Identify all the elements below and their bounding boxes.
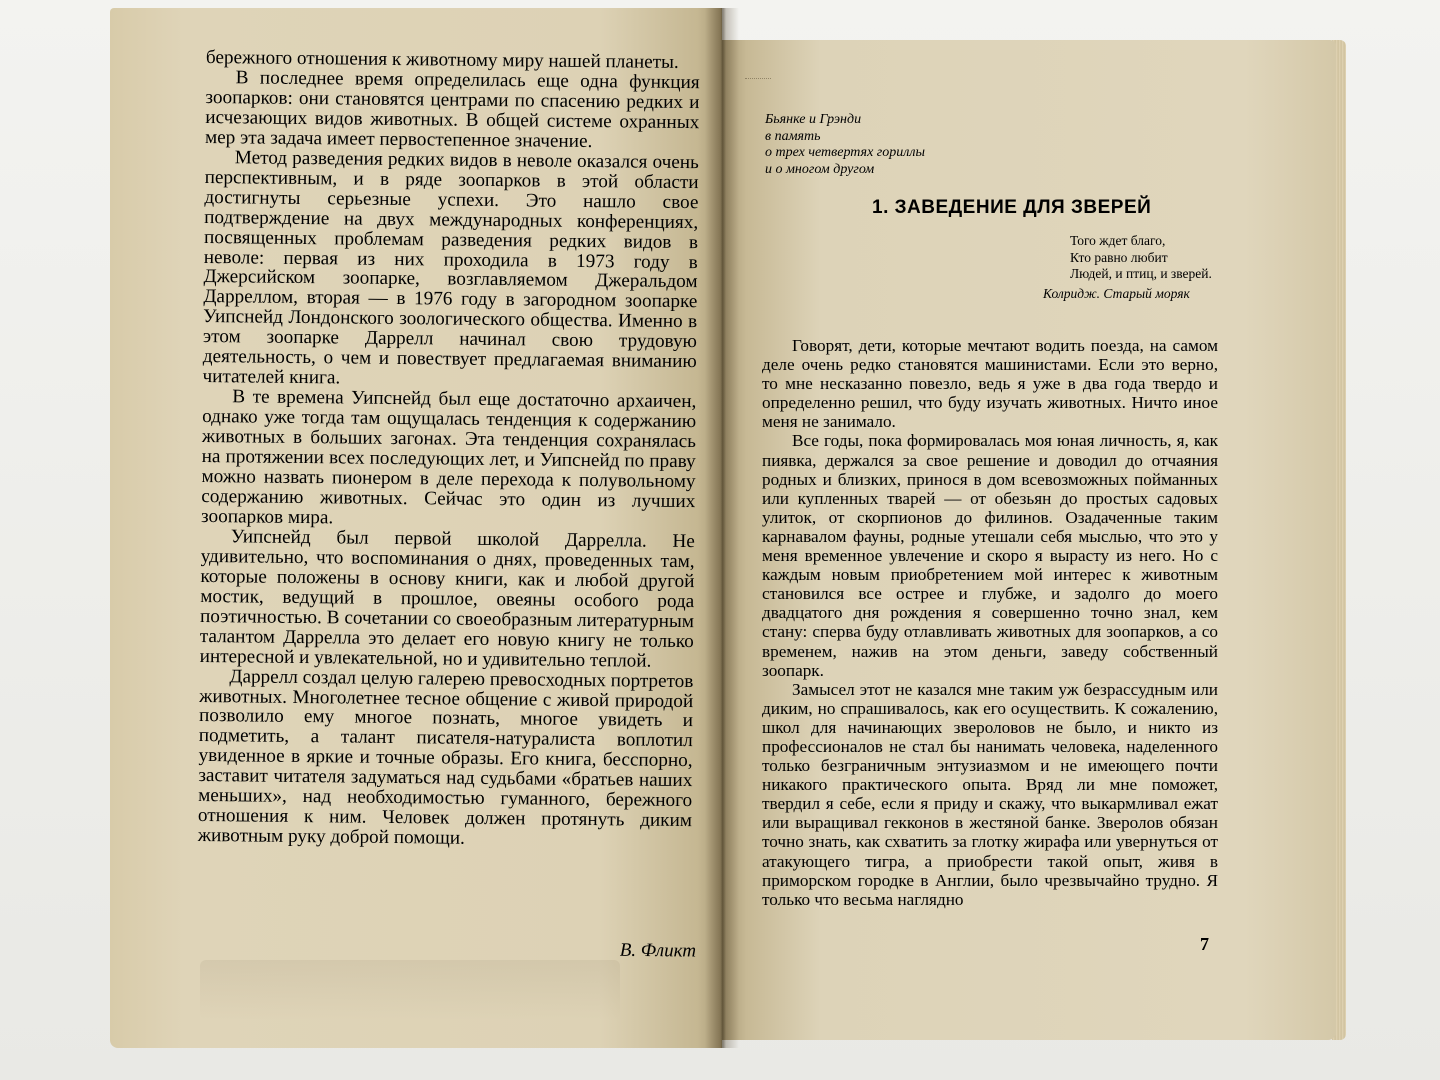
epigraph-line: Кто равно любит: [1070, 249, 1168, 265]
paragraph: Все годы, пока формировалась моя юная личность, я, как пиявка, держался за свое решение и доводил до отчаяния родных и близких, принося в дом всевозможных пойманных или купленных тварей — от обезьян до простых садовых улиток, от скорпионов до филинов. Озадаченные таким карнавалом фауны, родные утешали себя мыслью, что это у меня временное увлечение и скоро я вырасту из него. Но с каждым новым приобретением мой интерес к животным становился все острее и глубже, и задолго до моего двадцатого дня рождения я совершенно точно знал, кем стану: сперва буду отлавливать животных для зоопарков, а со временем, нажив на этом деньги, заведу собственный зоопарк.: [762, 431, 1218, 680]
epigraph-line: Того ждет благо,: [1070, 233, 1166, 248]
left-page-text: [198, 48, 700, 851]
paragraph: Метод разведения редких видов в неволе оказался очень перспективным, и в ряде зоопарков в этой области достигнуты серьезные успехи. Это нашло свое подтверждение на двух международных конференциях, посвященных проблемам разведения редких видов в неволе: первая из них проходила в 1973 году в Джерсийском зоопарке, возглавляемом Джеральдом Дарреллом, вторая — в 1976 году в загородном зоопарке Уипснейд Лондонского зоологического общества. Именно в этом зоопарке Даррелл начинал свою трудовую деятельность, о чем и повествует предлагаемая вниманию читателей книга.: [202, 147, 699, 389]
dedication-line: Бьянке и Грэнди: [765, 112, 862, 127]
dedication-line: и о многом другом: [765, 161, 875, 177]
epigraph-source: Колридж. Старый моряк: [1043, 286, 1190, 301]
author-signature: В. Фликт: [619, 939, 697, 962]
bleed-through-shadow: [200, 960, 620, 1020]
paragraph: В те времена Уипснейд был еще достаточно архаичен, однако уже тогда там ощущалась тенденция к содержанию животных в больших загонах. Эта тенденция сохранялась на протяжении всех последующих лет, и Уипснейд по праву можно назвать пионером в деле перехода к полувольному содержанию животных. Сейчас это один из лучших зоопарков мира.: [200, 386, 697, 529]
paragraph: Уипснейд был первой школой Даррелла. Не удивительно, что воспоминания о днях, проведенных там, которые положены в основу книги, как и любой другой мостик, ведущий в прошлое, овеяны особого рода поэтичностью. В сочетании со своеобразным литературным талантом Даррелла это делает его новую книгу не только интересной и увлекательной, но и удивительно теплой.: [199, 526, 695, 672]
paragraph: Говорят, дети, которые мечтают водить поезда, на самом деле очень редко становятся машинистами. Если это верно, то мне несказанно повезло, ведь я уже в два года твердо и определенно решил, что буду изучать животных. Ничто иное меня не занимало.: [762, 336, 1218, 432]
page-number: 7: [1200, 934, 1209, 954]
dedication: [765, 112, 925, 178]
paragraph: Замысел этот не казался мне таким уж безрассудным или диким, но спрашивалось, как его осуществить. К сожалению, школ для начинающих звероловов не было, и никто из профессионалов не стал бы нанимать человека, наделенного только безграничным энтузиазмом и не имеющего почти никакого практического опыта. Вряд ли мне поможет, твердил я себе, если я приду и скажу, что выкармливал ежат или выращивал гекконов в жестяной банке. Зверолов обязан точно знать, как схватить за глотку жирафа или увернуться от атакующего тигра, а приобрести такой опыт, живя в приморском городке в Англии, было чрезвычайно трудно. Я только что весьма наглядно: [762, 679, 1218, 909]
epigraph-line: Людей, и птиц, и зверей.: [1070, 266, 1212, 281]
paragraph: Даррелл создал целую галерею превосходных портретов животных. Многолетнее тесное общение с живой природой позволило ему многое познать, многое увидеть и подметить, а талант писателя-натуралиста воплотил увиденное в яркие и точные образы. Его книга, бесспорно, заставит читателя задуматься над судьбами «братьев наших меньших», над необходимостью гуманного, бережного отношения к ним. Человек должен протянуть диким животным руку доброй помощи.: [197, 665, 694, 849]
paragraph: бережного отношения к животному миру нашей планеты.: [205, 47, 679, 73]
paragraph: В последнее время определилась еще одна функция зоопарков: они становятся центрами по спасению редких и исчезающих видов животных. В общей системе охранных мер эта задача имеет первостепенное значение.: [204, 67, 700, 152]
right-page-text: [762, 336, 1218, 909]
library-mark: [745, 78, 771, 87]
dedication-line: в память: [765, 128, 821, 144]
epigraph: [1070, 233, 1212, 283]
chapter-title: 1. ЗАВЕДЕНИЕ ДЛЯ ЗВЕРЕЙ: [872, 197, 1152, 218]
dedication-line: о трех четвертях гориллы: [765, 145, 925, 160]
